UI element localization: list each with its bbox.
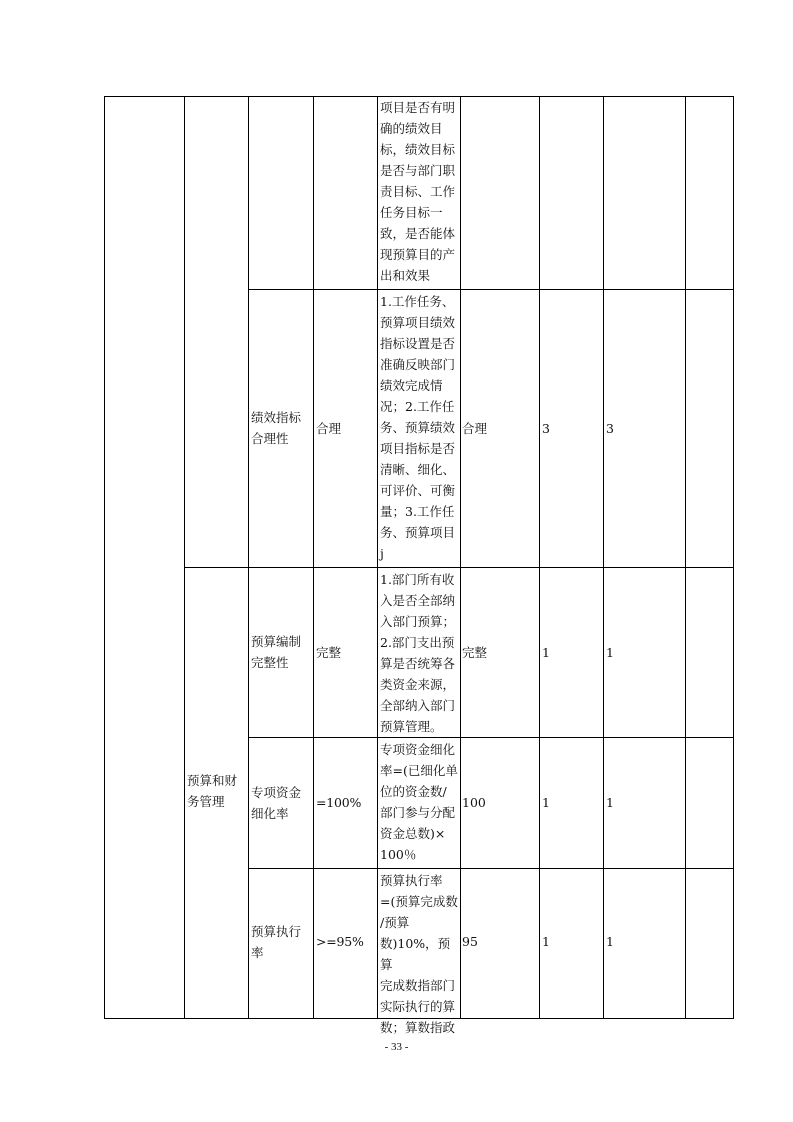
row-divider xyxy=(248,289,734,290)
table-cell-category: 预算和财 务管理 xyxy=(187,773,238,809)
column-divider xyxy=(184,96,185,1019)
table-cell-actual: 95 xyxy=(462,934,478,949)
table-cell-actual: 合理 xyxy=(462,421,488,436)
table-cell-score: 3 xyxy=(606,421,614,436)
table-cell-standard: 合理 xyxy=(316,421,342,436)
table-cell-score-weight: 1 xyxy=(542,795,550,810)
table-cell-indicator-name: 预算编制 完整性 xyxy=(251,634,302,670)
table-cell-description: 预算执行率 =(预算完成数 /预算 数)10%，预算 完成数指部门 实际执行的算 数；算数指政 xyxy=(380,873,458,1035)
table-cell-standard: >=95% xyxy=(316,934,364,949)
table-border-right xyxy=(733,96,734,1019)
column-divider xyxy=(539,96,540,1019)
table-cell-description: 1.工作任务、 预算项目绩效 指标设置是否 准确反映部门 绩效完成情 况；2.工作任 务、预算绩效 项目指标是否 清晰、细化、 可评价、可衡 量；3.工作任 务、预算项目 j xyxy=(380,294,456,561)
table-cell-score: 1 xyxy=(606,934,614,949)
table-cell-score-weight: 1 xyxy=(542,645,550,660)
table-cell-indicator-name: 绩效指标 合理性 xyxy=(251,410,302,446)
table-cell-standard: 完整 xyxy=(316,645,342,660)
table-cell-description: 专项资金细化 率=(已细化单 位的资金数/ 部门参与分配 资金总数)× 100％ xyxy=(380,742,458,862)
table-cell-score-weight: 3 xyxy=(542,421,550,436)
table-cell-indicator-name: 预算执行 率 xyxy=(251,924,302,960)
table-cell-score: 1 xyxy=(606,795,614,810)
table-cell-description: 项目是否有明 确的绩效目 标，绩效目标 是否与部门职 责目标、工作 任务目标一 致，是否能体 现预算目的产 出和效果 xyxy=(380,100,456,283)
column-divider xyxy=(685,96,686,1019)
table-cell-actual: 完整 xyxy=(462,645,488,660)
page-number: - 33 - xyxy=(384,1041,409,1053)
column-divider xyxy=(603,96,604,1019)
table-cell-score: 1 xyxy=(606,645,614,660)
column-divider xyxy=(313,96,314,1019)
column-divider xyxy=(248,96,249,1019)
table-cell-score-weight: 1 xyxy=(542,934,550,949)
table-border-left xyxy=(104,96,105,1019)
table-cell-actual: 100 xyxy=(462,795,486,810)
table-cell-standard: =100% xyxy=(316,795,362,810)
table-cell-indicator-name: 专项资金 细化率 xyxy=(251,785,302,821)
row-divider xyxy=(184,567,734,568)
row-divider xyxy=(248,868,734,869)
column-divider xyxy=(377,96,378,1019)
table-cell-description: 1.部门所有收 入是否全部纳 入部门预算； 2.部门支出预 算是否统筹各 类资金来源， 全部纳入部门 预算管理。 xyxy=(380,572,456,734)
row-divider xyxy=(248,737,734,738)
